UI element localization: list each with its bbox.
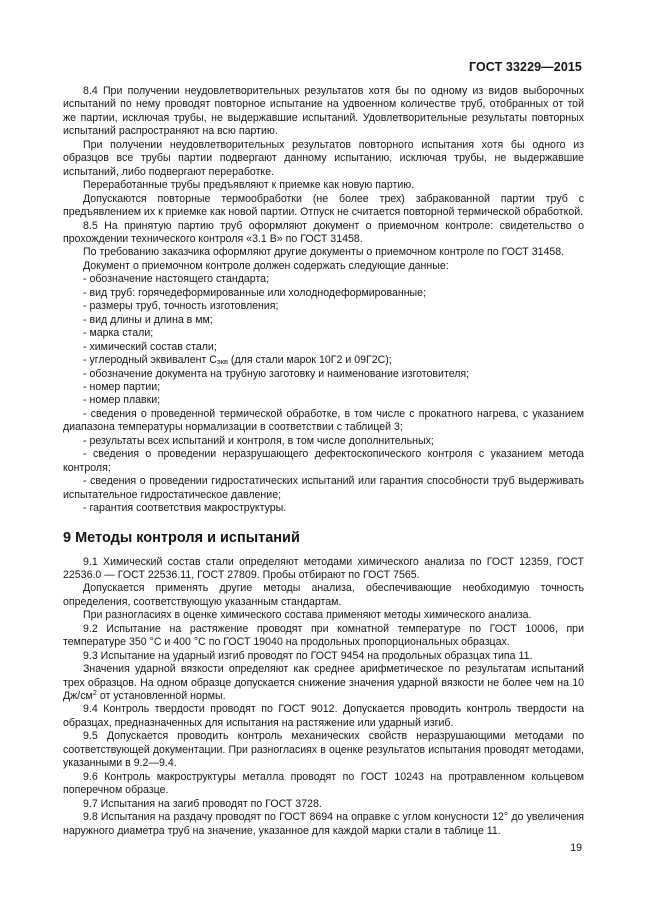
paragraph-9-5: 9.5 Допускается проводить контроль механических свойств неразрушающими методами по соответствующей документации. При разногласиях в оценке результатов испытания проводят методами, указанными в 9.2—9.4.: [63, 730, 584, 770]
paragraph-reworked: Переработанные трубы предъявляют к приемке как новую партию.: [83, 179, 415, 192]
paragraph-9-6: 9.6 Контроль макроструктуры металла проводят по ГОСТ 10243 на протравленном кольцевом поперечном образце.: [63, 770, 584, 797]
page-content: [63, 85, 584, 838]
paragraph-other-methods: Допускается применять другие методы анализа, обеспечивающие необходимую точность определения, соответствующую указанным стандартам.: [63, 582, 584, 608]
list-item: - химический состав стали;: [83, 340, 217, 353]
paragraph-retest: При получении неудовлетворительных результатов повторного испытания хотя бы одного из образцов все трубы партии подвергают данному испытанию, исключая трубы, не выдержавшие испытаний, либо подвергают переработке.: [63, 138, 584, 178]
list-item-carbon-equivalent: [63, 354, 584, 367]
list-item: - сведения о проведении неразрушающего дефектоскопического контроля с указанием метода контроля;: [63, 448, 584, 474]
list-item: - вид длины и длина в мм;: [83, 313, 213, 326]
list-item: - сведения о проведении гидростатических испытаний или гарантия способности труб выдерживать испытательное гидростатическое давление;: [63, 475, 584, 501]
list-item: - сведения о проведенной термической обработке, в том числе с прокатного нагрева, с указанием диапазона температуры нормализации в соответствии с таблицей 3;: [63, 407, 584, 434]
impact-text: Значения ударной вязкости определяют как среднее арифметическое по результатам испытаний трех образцов. На одном образце допускается снижение значения ударной вязкости не более чем на 10 Дж/см: [63, 663, 584, 703]
list-item: - вид труб: горячедеформированные или холоднодеформированные;: [83, 286, 427, 299]
standard-header: ГОСТ 33229—2015: [468, 60, 582, 74]
impact-superscript: 2: [92, 688, 97, 698]
carbon-equivalent-text: - углеродный эквивалент С: [83, 354, 217, 367]
paragraph-heat-treatment: Допускаются повторные термообработки (не более трех) забракованной партии труб с предъявлением их к приемке как новой партии. Отпуск не считается повторной термической обработкой.: [63, 192, 584, 219]
paragraph-9-1: 9.1 Химический состав стали определяют методами химического анализа по ГОСТ 12359, ГОСТ 22536.0 — ГОСТ 22536.11, ГОСТ 27809. Пробы отбирают по ГОСТ 7565.: [63, 555, 584, 581]
impact-text-end: от установленной нормы.: [96, 690, 226, 703]
carbon-equivalent-subscript: экв: [216, 357, 228, 367]
list-item: - размеры труб, точность изготовления;: [83, 300, 279, 313]
paragraph-impact-values: [63, 663, 584, 703]
list-item: - результаты всех испытаний и контроля, в том числе дополнительных;: [83, 434, 434, 447]
page-number: 19: [570, 842, 582, 854]
paragraph-9-3: 9.3 Испытание на ударный изгиб проводят по ГОСТ 9454 на продольных образцах типа 11.: [83, 649, 533, 662]
paragraph-9-8: 9.8 Испытания на раздачу проводят по ГОСТ 8694 на оправке с углом конусности 12° до увеличения наружного диаметра труб на значение, указанное для каждой марки стали в таблице 11.: [63, 811, 584, 837]
list-item: - номер партии;: [83, 380, 161, 393]
list-item: - обозначение настоящего стандарта;: [83, 273, 270, 286]
list-item: - номер плавки;: [83, 394, 161, 407]
list-item: - гарантия соответствия макроструктуры.: [83, 502, 287, 515]
paragraph-customer-docs: По требованию заказчика оформляют другие документы о приемочном контроле по ГОСТ 31458.: [83, 246, 565, 259]
paragraph-9-2: 9.2 Испытание на растяжение проводят при комнатной температуре по ГОСТ 10006, при температуре 350 °С и 400 °С по ГОСТ 19040 на продольных пропорциональных образцах.: [63, 622, 584, 649]
list-item: - марка стали;: [83, 327, 154, 340]
paragraph-disputes: При разногласиях в оценке химического состава применяют методы химического анализа.: [83, 609, 532, 622]
paragraph-9-7: 9.7 Испытания на загиб проводят по ГОСТ 3728.: [83, 797, 322, 810]
paragraph-8-4: 8.4 При получении неудовлетворительных результатов хотя бы по одному из видов выборочных испытаний по нему проводят повторное испытание на удвоенном количестве труб, отобранных от той же партии, исключая трубы, не выдержавшие испытаний. Удовлетворительные результаты повторных испытаний распространяют на всю партию.: [63, 85, 584, 138]
paragraph-8-5: 8.5 На принятую партию труб оформляют документ о приемочном контроле: свидетельство о прохождении технического контроля «3.1 В» по ГОСТ 31458.: [63, 219, 584, 245]
section-9-heading: 9 Методы контроля и испытаний: [63, 529, 300, 546]
paragraph-9-4: 9.4 Контроль твердости проводят по ГОСТ 9012. Допускается проводить контроль твердости на образцах, предназначенных для испытания на растяжение или ударный изгиб.: [63, 703, 584, 729]
list-item: - обозначение документа на трубную заготовку и наименование изготовителя;: [83, 367, 470, 380]
paragraph-doc-contents: Документ о приемочном контроле должен содержать следующие данные:: [83, 259, 449, 272]
carbon-equivalent-grades: (для стали марок 10Г2 и 09Г2С);: [227, 354, 392, 367]
